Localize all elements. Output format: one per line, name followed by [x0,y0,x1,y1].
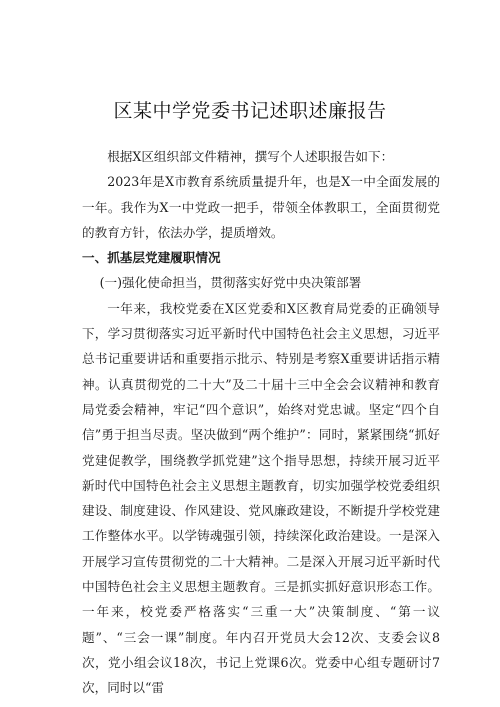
paragraph-main: 一年来，我校党委在X区党委和X区教育局党委的正确领导下，学习贯彻落实习近平新时代中国特色社会主义思想，习近平总书记重要讲话和重要指示批示、特别是考察X重要讲话指示精神。认真贯彻党的二十大”及二十届十三中全会会议精神和教育局党委会精神，牢记“四个意识”，始终对党忠诚。坚定“四个自信”勇于担当尽责。坚决做到“两个维护”：同时，紧紧围绕“抓好党建促教学，围绕教学抓党建”这个指导思想，持续开展习近平新时代中国特色社会主义思想主题教育，切实加强学校党委组织建设、制度建设、作风建设、党风廉政建设，不断提升学校党建工作整体水平。以学铸魂强引领，持续深化政治建设。一是深入开展学习宣传贯彻党的二十大精神。二是深入开展习近平新时代中国特色社会主义思想主题教育。三是抓实抓好意识形态工作。一年来，校党委严格落实“三重一大”决策制度、“第一议题”、“三会一课”制度。年内召开党员大会12次、支委会议8次，党小组会议18次，书记上党课6次。党委中心组专题研讨7次，同时以“雷 [82,300,440,696]
document-body [82,144,440,701]
paragraph-overview: 2023年是X市教育系统质量提升年，也是X一中全面发展的一年。我作为X一中党政一把手，带领全体教职工，全面贯彻党的教育方针，依法办学，提质增效。 [82,174,440,240]
section-heading: 一、抓基层党建履职情况 [82,250,221,266]
paragraph-intro: 根据X区组织部文件精神，撰写个人述职报告如下： [107,149,394,164]
document-title: 区某中学党委书记述职述廉报告 [113,100,387,122]
subsection-heading: (一)强化使命担当，贯彻落实好党中央决策部署 [99,275,362,291]
